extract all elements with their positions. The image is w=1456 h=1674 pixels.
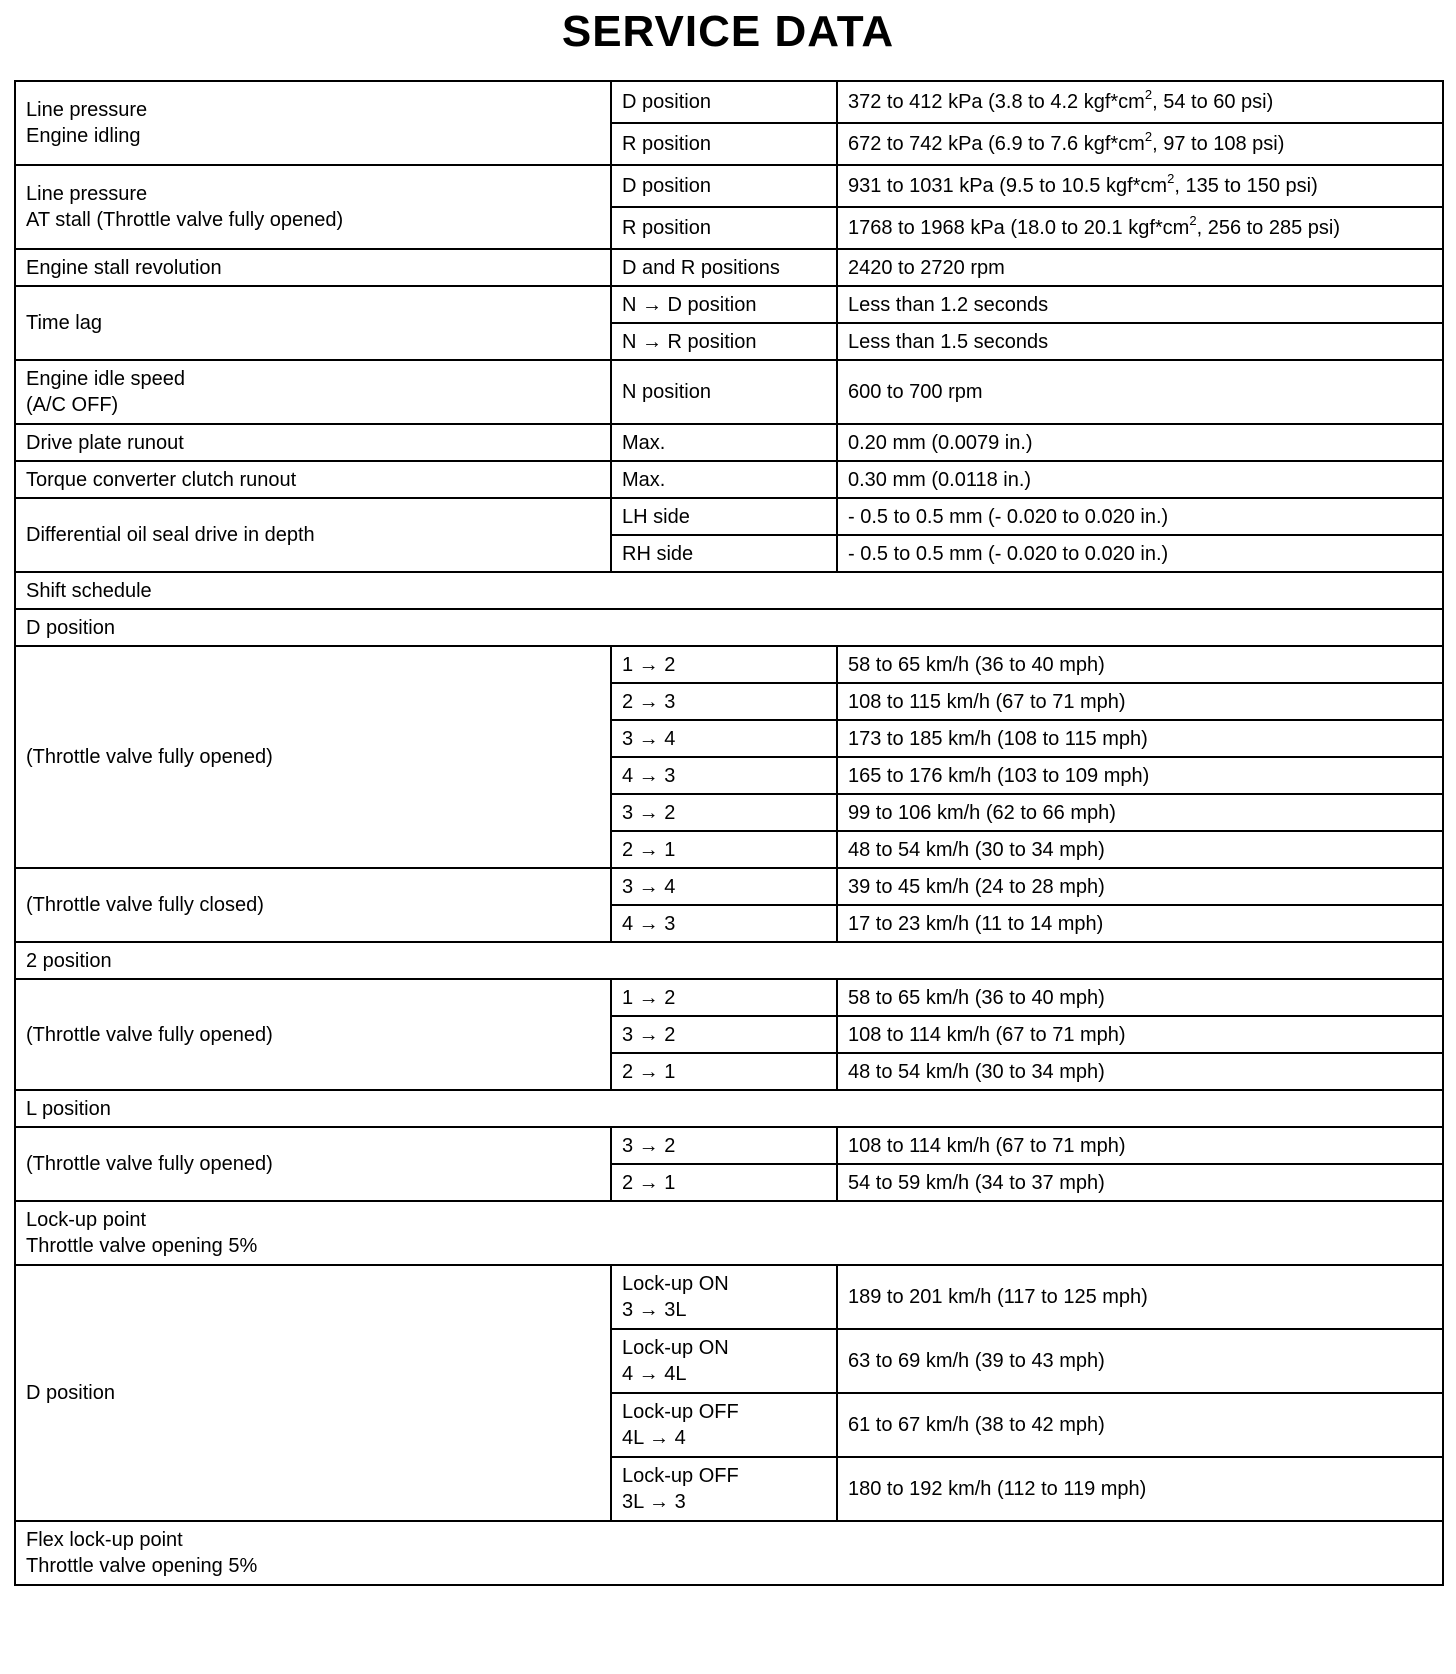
row-value: 672 to 742 kPa (6.9 to 7.6 $kgf*cm^2$, 97 to 108 psi) <box>837 123 1443 165</box>
row-condition: 2 → 1 <box>611 1164 837 1201</box>
page-title: SERVICE DATA <box>561 7 895 56</box>
section-heading: 2 position <box>15 942 1443 979</box>
row-condition: 4 → 3 <box>611 757 837 794</box>
row-value: 2420 to 2720 rpm <box>837 249 1443 286</box>
section-heading: Lock-up point Throttle valve opening 5% <box>15 1201 1443 1265</box>
row-value: 189 to 201 km/h (117 to 125 mph) <box>837 1265 1443 1329</box>
table-row <box>15 1265 1443 1329</box>
table-row <box>15 165 1443 207</box>
row-value: 108 to 114 km/h (67 to 71 mph) <box>837 1127 1443 1164</box>
table-row <box>15 1127 1443 1164</box>
table-row <box>15 81 1443 123</box>
row-condition: 4 → 3 <box>611 905 837 942</box>
row-condition: 2 → 3 <box>611 683 837 720</box>
row-condition: 3 → 4 <box>611 720 837 757</box>
row-condition: 2 → 1 <box>611 1053 837 1090</box>
table-row <box>15 979 1443 1016</box>
table-row <box>15 249 1443 286</box>
row-condition: Lock-up OFF 4L → 4 <box>611 1393 837 1457</box>
row-value: 0.20 mm (0.0079 in.) <box>837 424 1443 461</box>
row-value: 48 to 54 km/h (30 to 34 mph) <box>837 831 1443 868</box>
row-value: - 0.5 to 0.5 mm (- 0.020 to 0.020 in.) <box>837 535 1443 572</box>
row-condition: RH side <box>611 535 837 572</box>
row-value: - 0.5 to 0.5 mm (- 0.020 to 0.020 in.) <box>837 498 1443 535</box>
table-row <box>15 868 1443 905</box>
row-value: 58 to 65 km/h (36 to 40 mph) <box>837 646 1443 683</box>
row-condition: 3 → 2 <box>611 794 837 831</box>
row-value: 108 to 114 km/h (67 to 71 mph) <box>837 1016 1443 1053</box>
row-condition: D and R positions <box>611 249 837 286</box>
section-heading: L position <box>15 1090 1443 1127</box>
row-condition: 1 → 2 <box>611 979 837 1016</box>
row-value: 48 to 54 km/h (30 to 34 mph) <box>837 1053 1443 1090</box>
row-condition: N position <box>611 360 837 424</box>
row-label: Line pressure Engine idling <box>15 81 611 165</box>
row-label: (Throttle valve fully opened) <box>15 646 611 868</box>
row-value: 17 to 23 km/h (11 to 14 mph) <box>837 905 1443 942</box>
row-value: 0.30 mm (0.0118 in.) <box>837 461 1443 498</box>
row-condition: 1 → 2 <box>611 646 837 683</box>
section-row <box>15 1521 1443 1585</box>
section-row <box>15 609 1443 646</box>
row-value: 173 to 185 km/h (108 to 115 mph) <box>837 720 1443 757</box>
row-value: 39 to 45 km/h (24 to 28 mph) <box>837 868 1443 905</box>
row-value: 54 to 59 km/h (34 to 37 mph) <box>837 1164 1443 1201</box>
row-value: 108 to 115 km/h (67 to 71 mph) <box>837 683 1443 720</box>
row-value: 180 to 192 km/h (112 to 119 mph) <box>837 1457 1443 1521</box>
table-row <box>15 498 1443 535</box>
row-condition: Lock-up ON 3 → 3L <box>611 1265 837 1329</box>
row-value: 931 to 1031 kPa (9.5 to 10.5 $kgf*cm^2$, 135 to 150 psi) <box>837 165 1443 207</box>
section-heading: Shift schedule <box>15 572 1443 609</box>
row-condition: Max. <box>611 424 837 461</box>
row-condition: Lock-up OFF 3L → 3 <box>611 1457 837 1521</box>
row-value: 372 to 412 kPa (3.8 to 4.2 $kgf*cm^2$, 54 to 60 psi) <box>837 81 1443 123</box>
row-value: 61 to 67 km/h (38 to 42 mph) <box>837 1393 1443 1457</box>
row-label: (Throttle valve fully opened) <box>15 979 611 1090</box>
row-condition: 2 → 1 <box>611 831 837 868</box>
row-condition: Lock-up ON 4 → 4L <box>611 1329 837 1393</box>
row-label: Engine idle speed (A/C OFF) <box>15 360 611 424</box>
table-row <box>15 461 1443 498</box>
row-condition: N → R position <box>611 323 837 360</box>
row-condition: N → D position <box>611 286 837 323</box>
section-heading: Flex lock-up point Throttle valve opening 5% <box>15 1521 1443 1585</box>
row-condition: R position <box>611 207 837 249</box>
row-value: Less than 1.5 seconds <box>837 323 1443 360</box>
row-label: D position <box>15 1265 611 1521</box>
section-row <box>15 1090 1443 1127</box>
table-row <box>15 360 1443 424</box>
row-condition: D position <box>611 81 837 123</box>
row-condition: D position <box>611 165 837 207</box>
row-condition: LH side <box>611 498 837 535</box>
row-label: Differential oil seal drive in depth <box>15 498 611 572</box>
row-label: Line pressure AT stall (Throttle valve fully opened) <box>15 165 611 249</box>
row-label: Drive plate runout <box>15 424 611 461</box>
row-value: Less than 1.2 seconds <box>837 286 1443 323</box>
row-value: 58 to 65 km/h (36 to 40 mph) <box>837 979 1443 1016</box>
table-row <box>15 286 1443 323</box>
section-row <box>15 1201 1443 1265</box>
section-row <box>15 572 1443 609</box>
row-label: Torque converter clutch runout <box>15 461 611 498</box>
row-condition: R position <box>611 123 837 165</box>
row-value: 165 to 176 km/h (103 to 109 mph) <box>837 757 1443 794</box>
row-condition: Max. <box>611 461 837 498</box>
row-condition: 3 → 2 <box>611 1127 837 1164</box>
row-value: 1768 to 1968 kPa (18.0 to 20.1 $kgf*cm^2$, 256 to 285 psi) <box>837 207 1443 249</box>
section-row <box>15 942 1443 979</box>
row-label: Engine stall revolution <box>15 249 611 286</box>
row-label: (Throttle valve fully opened) <box>15 1127 611 1201</box>
row-condition: 3 → 4 <box>611 868 837 905</box>
row-value: 99 to 106 km/h (62 to 66 mph) <box>837 794 1443 831</box>
row-label: Time lag <box>15 286 611 360</box>
row-value: 600 to 700 rpm <box>837 360 1443 424</box>
table-row <box>15 646 1443 683</box>
section-heading: D position <box>15 609 1443 646</box>
row-label: (Throttle valve fully closed) <box>15 868 611 942</box>
service-data-table <box>14 80 1444 1586</box>
row-condition: 3 → 2 <box>611 1016 837 1053</box>
row-value: 63 to 69 km/h (39 to 43 mph) <box>837 1329 1443 1393</box>
table-row <box>15 424 1443 461</box>
